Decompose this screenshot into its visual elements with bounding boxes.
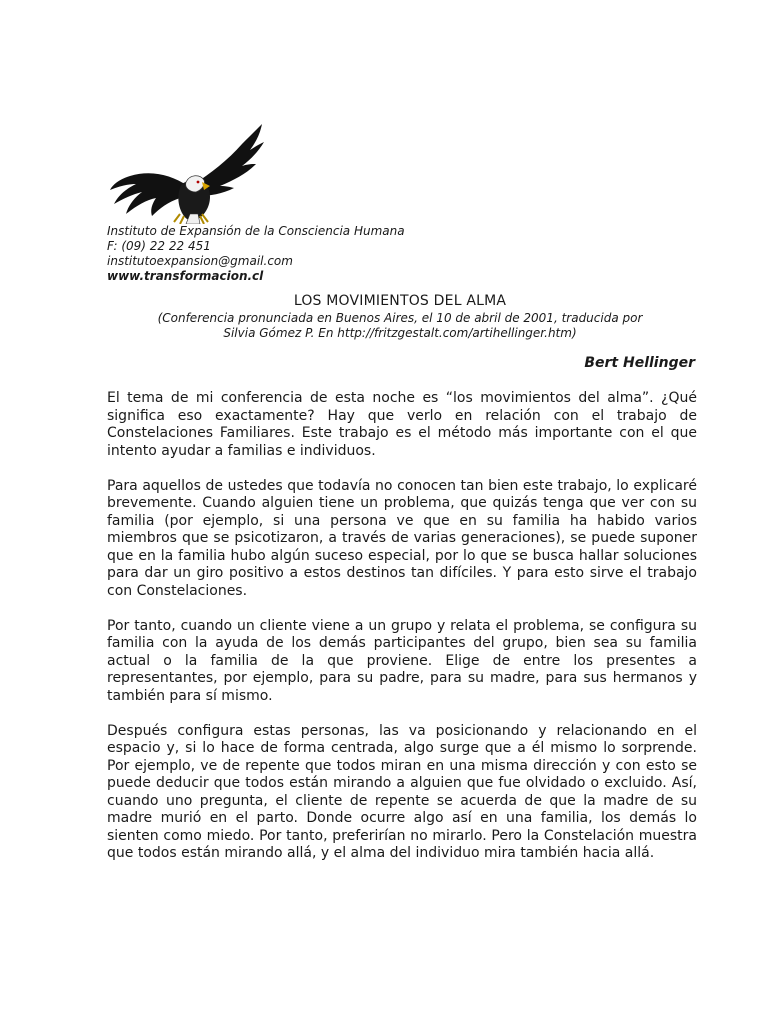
document-body	[107, 390, 697, 880]
paragraph: Por tanto, cuando un cliente viene a un grupo y relata el problema, se configura su familia con la ayuda de los demás participantes del grupo, bien sea su familia actual o la familia de la que proviene. Elige de entre los presentes a representantes, por ejemplo, para su padre, para su madre, para sus hermanos y también para sí mismo.	[107, 617, 697, 704]
subtitle-line-1: (Conferencia pronunciada en Buenos Aires, el 10 de abril de 2001, traducida por	[157, 311, 643, 325]
document-subtitle	[100, 311, 700, 341]
document-title: LOS MOVIMIENTOS DEL ALMA	[293, 293, 507, 309]
author-name: Bert Hellinger	[584, 355, 695, 371]
institute-name: Instituto de Expansión de la Consciencia Humana	[107, 224, 405, 238]
institute-email[interactable]: institutoexpansion@gmail.com	[107, 254, 293, 268]
institute-website[interactable]: www.transformacion.cl	[107, 269, 264, 283]
subtitle-line-2: Silvia Gómez P. En http://fritzgestalt.com/artihellinger.htm)	[223, 326, 577, 340]
paragraph: El tema de mi conferencia de esta noche es “los movimientos del alma”. ¿Qué significa eso exactamente? Hay que verlo en relación con el trabajo de Constelaciones Familiares. Este trabajo es el método más importante con el que intento ayudar a familias e individuos.	[107, 390, 697, 459]
eagle-icon	[110, 124, 266, 224]
paragraph: Después configura estas personas, las va posicionando y relacionando en el espacio y, si lo hace de forma centrada, algo surge que a él mismo lo sorprende. Por ejemplo, ve de repente que todos miran en una misma dirección y con esto se puede deducir que todos están mirando a alguien que fue olvidado o excluido. Así, cuando uno pregunta, el cliente de repente se acuerda de que la madre de su madre murió en el parto. Donde ocurre algo así en una familia, los demás lo sienten como miedo. Por tanto, preferirían no mirarlo. Pero la Constelación muestra que todos están mirando allá, y el alma del individuo mira también hacia allá.	[107, 722, 697, 861]
institute-phone: F: (09) 22 22 451	[107, 239, 211, 253]
institute-header	[107, 224, 405, 284]
paragraph: Para aquellos de ustedes que todavía no conocen tan bien este trabajo, lo explicaré brevemente. Cuando alguien tiene un problema, que quizás tenga que ver con su familia (por ejemplo, si una persona ve que en su familia ha habido varios miembros que se psicotizaron, a través de varias generaciones), se puede suponer que en la familia hubo algún suceso especial, por lo que se busca hallar soluciones para dar un giro positivo a estos destinos tan difíciles. Y para esto sirve el trabajo con Constelaciones.	[107, 477, 697, 599]
